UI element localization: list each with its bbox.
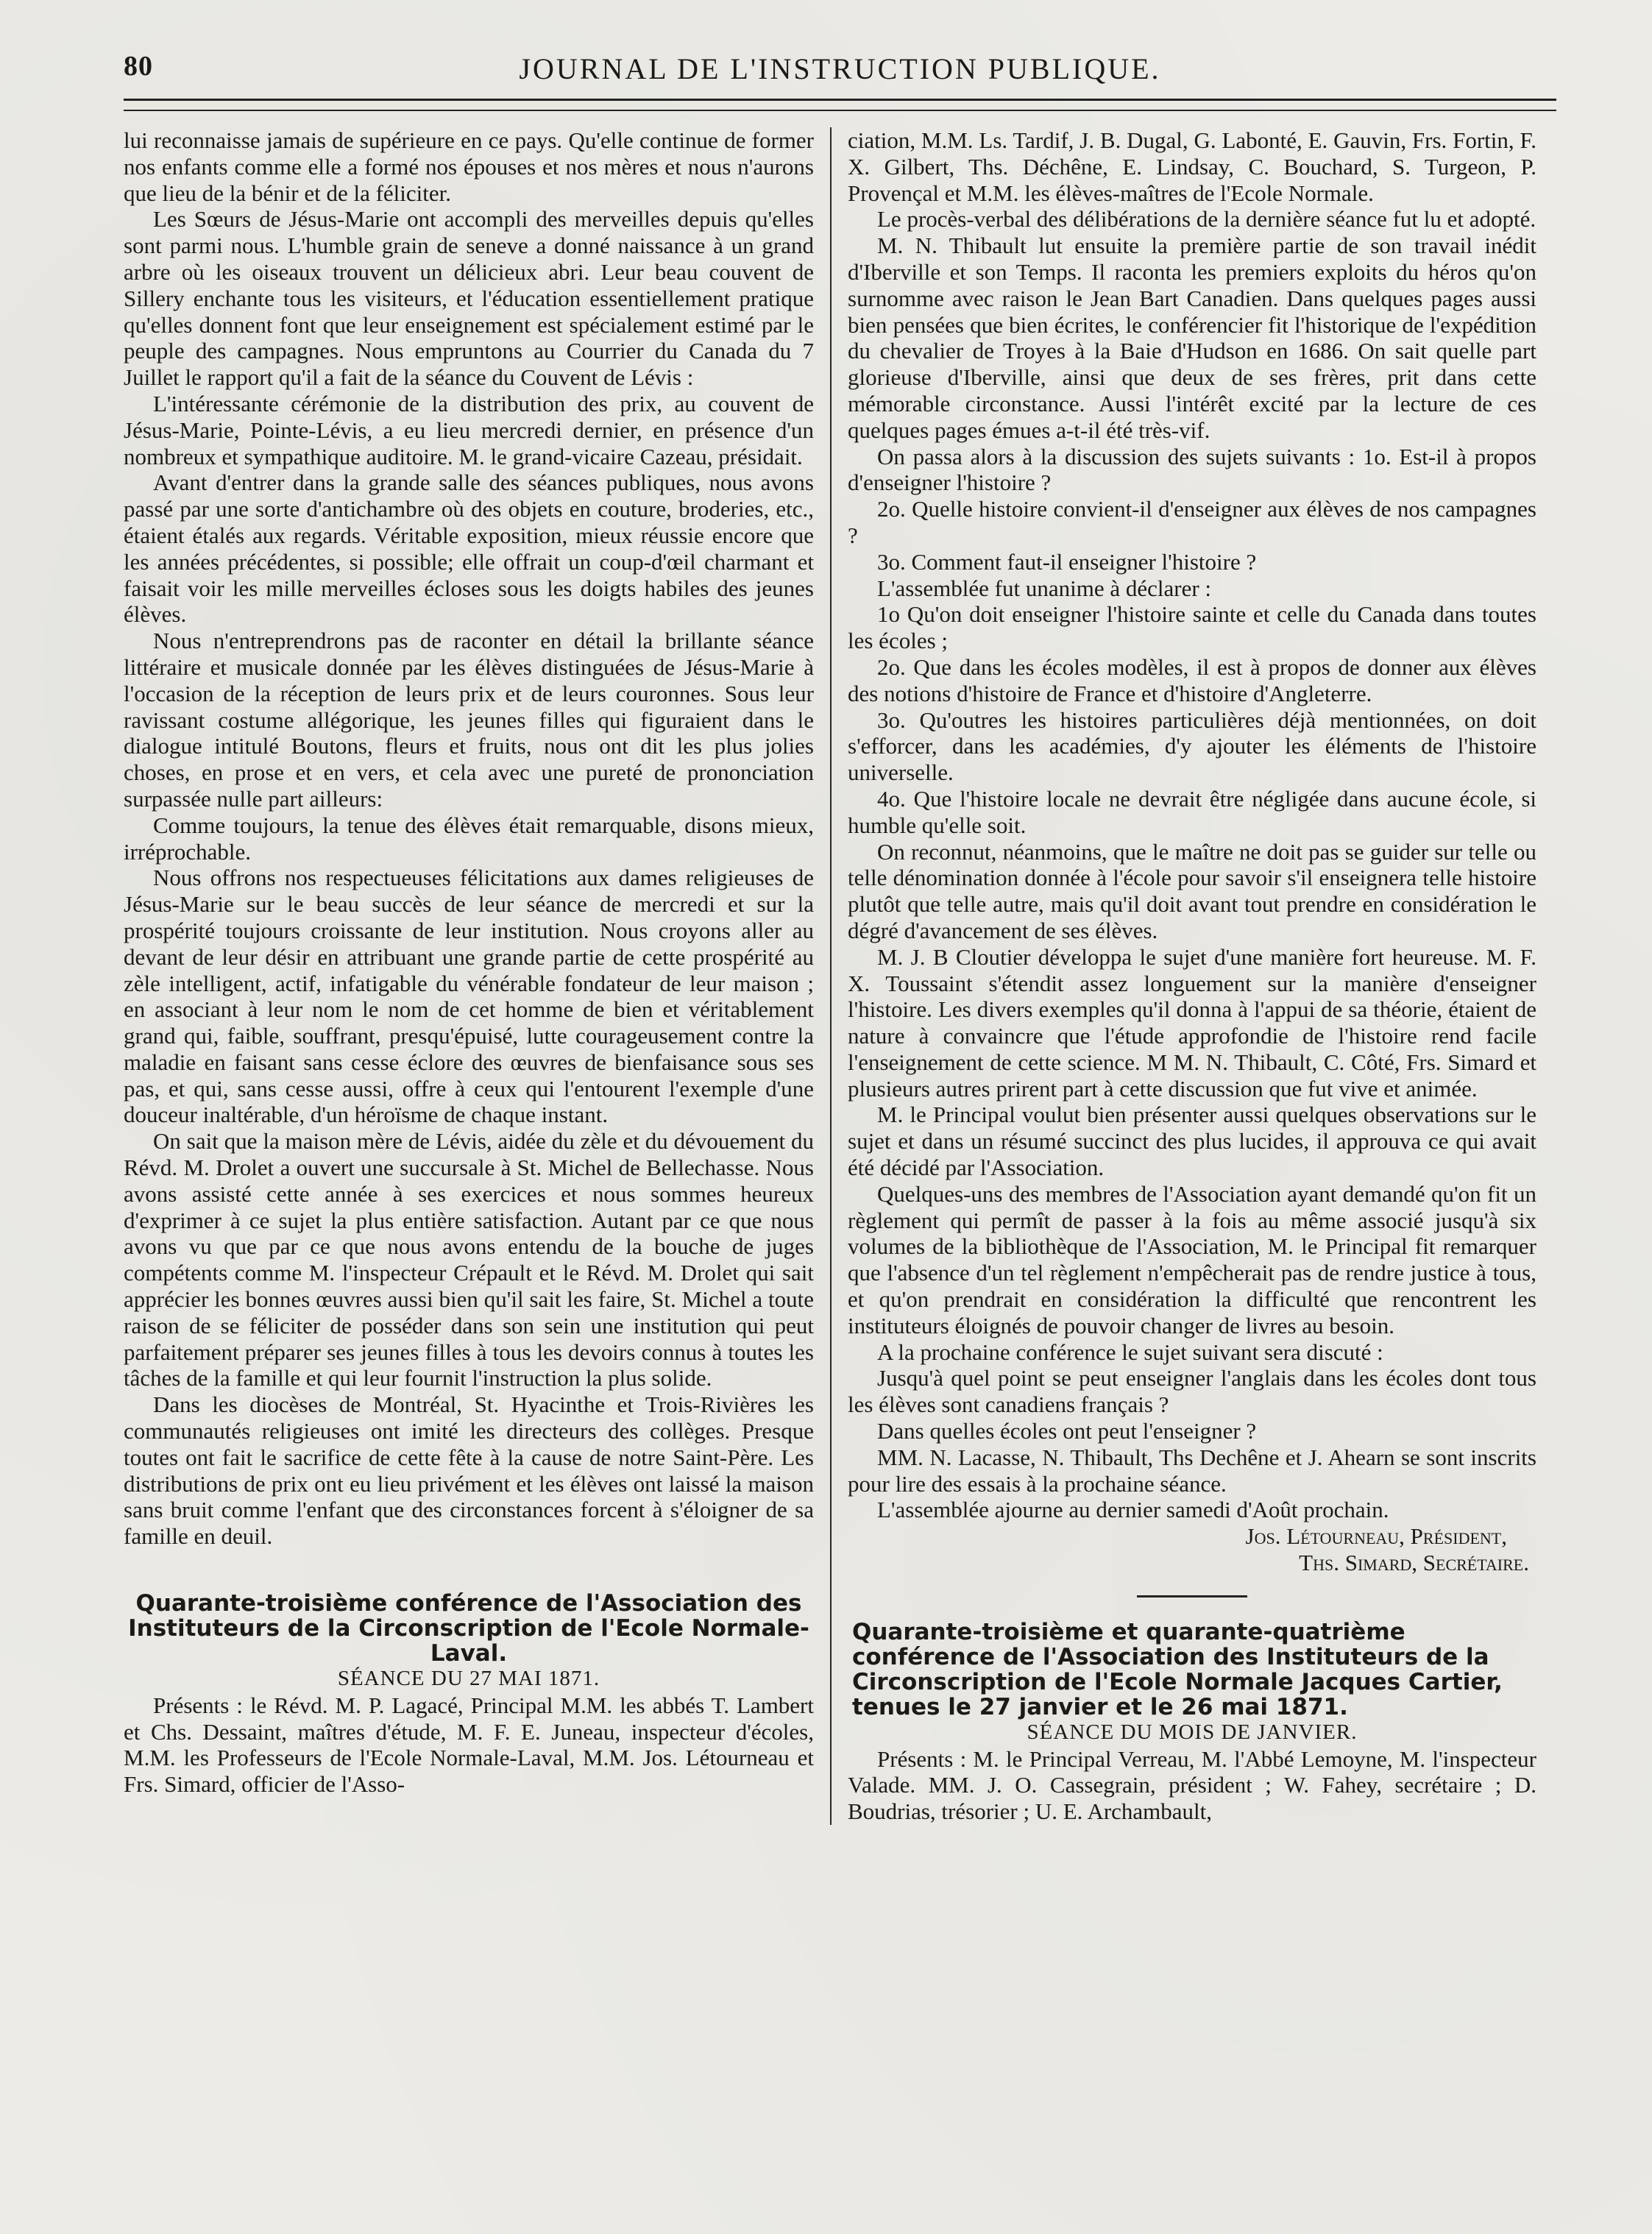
left-column — [124, 127, 830, 1825]
paragraph: Quelques-uns des membres de l'Association ayant demandé qu'on fit un règlement qui permît de passer à la fois au même associé jusqu'à six volumes de la bibliothèque de l'Association, M. le Principal fit remarquer que l'absence d'un tel règlement n'empêcherait pas de rendre justice à tous, et qu'on prendrait en considération la difficulté que rencontrent les instituteurs éloignés de pouvoir changer de livres au besoin. — [848, 1180, 1536, 1338]
paragraph: 2o. Quelle histoire convient-il d'enseigner aux élèves de nos campagnes ? — [848, 496, 1536, 548]
paragraph: A la prochaine conférence le sujet suivant sera discuté : — [877, 1338, 1383, 1365]
page-header — [124, 44, 1556, 96]
paragraph: Nous n'entreprendrons pas de raconter en détail la brillante séance littéraire et musicale donnée par les élèves distinguées de Jésus-Marie à l'occasion de la réception de leurs prix et de leurs couronnes. Sous leur ravissant costume allégorique, les jeunes filles qui figuraient dans le dialogue intitulé Boutons, fleurs et fruits, nous ont dit les plus jolies choses, en prose et en vers, et cela avec une pureté de prononciation surpassée nulle part ailleurs: — [124, 628, 814, 812]
paragraph: On passa alors à la discussion des sujets suivants : 1o. Est-il à propos d'enseigner l'histoire ? — [848, 443, 1536, 496]
paragraph: lui reconnaisse jamais de supérieure en ce pays. Qu'elle continue de former nos enfants comme elle a formé nos épouses et nos mères et nous n'aurons que lieu de la bénir et de la féliciter. — [124, 127, 814, 206]
signature-president: Jos. Létourneau, Président, — [1245, 1523, 1507, 1550]
paragraph: 4o. Que l'histoire locale ne devrait être négligée dans aucune école, si humble qu'elle soit. — [848, 785, 1536, 838]
section-title: Quarante-troisième et quarante-quatrième conférence de l'Association des Instituteurs de la Circonscription de l'Ecole Normale Jacques Cartier, tenues le 27 janvier et le 26 mai 1871. — [852, 1618, 1503, 1720]
paragraph: 2o. Que dans les écoles modèles, il est à propos de donner aux élèves des notions d'histoire de France et d'histoire d'Angleterre. — [848, 653, 1536, 706]
paragraph: Nous offrons nos respectueuses félicitations aux dames religieuses de Jésus-Marie sur le beau succès de leur séance de mercredi et sur la prospérité toujours croissante de leur institution. Nous croyons aller au devant de leur désir en attribuant une grande partie de cette prospérité au zèle intelligent, actif, infatigable du vénérable fondateur de leur maison ; en associant à leur nom le nom de cet homme de bien et véritablement grand qui, faible, souffrant, presqu'épuisé, lutte courageusement contre la maladie en faisant sans cesse éclore des œuvres de bienfaisance sous ses pas, et qui, sans cesse aussi, offre à ceux qui l'entourent l'exemple d'une douceur inaltérable, d'un héroïsme de chaque instant. — [124, 865, 814, 1128]
paragraph: M. N. Thibault lut ensuite la première partie de son travail inédit d'Iberville et son Temps. Il raconta les premiers exploits du héros qu'on surnomme avec raison le Jean Bart Canadien. Dans quelques pages aussi bien pensées que bien écrites, le conférencier fit l'historique de l'expédition du chevalier de Troyes à la Baie d'Hudson en 1686. On sait quelle part glorieuse d'Iberville, ainsi que deux de ses frères, prit dans cette mémorable circonstance. Aussi l'intérêt excité par la lecture de ces quelques pages émues a-t-il été très-vif. — [848, 233, 1536, 443]
paragraph: On sait que la maison mère de Lévis, aidée du zèle et du dévouement du Révd. M. Drolet a ouvert une succursale à St. Michel de Bellechasse. Nous avons assisté cette année à ses exercices et nous sommes heureux d'exprimer à ce sujet la plus entière satisfaction. Autant par ce que nous avons vu que par ce que nous avons entendu de la bouche de juges compétents comme M. l'inspecteur Crépault et le Révd. M. Drolet qui sait apprécier les bonnes œuvres aussi bien qu'il sait les faire, St. Michel a toute raison de se féliciter de posséder dans son sein une institution qui peut parfaitement préparer ses jeunes filles à tous les devoirs connus à toutes les tâches de la famille et qui leur fournit l'instruction la plus solide. — [124, 1128, 814, 1391]
paragraph: Avant d'entrer dans la grande salle des séances publiques, nous avons passé par une sorte d'antichambre où des objets en couture, broderies, etc., étaient étalés aux regards. Véritable exposition, mieux réussie encore que les années précédentes, si possible; elle offrait un coup-d'œil charmant et faisait voir les mille merveilles écloses sous les doigts habiles des jeunes élèves. — [124, 469, 814, 628]
paragraph: M. le Principal voulut bien présenter aussi quelques observations sur le sujet et dans un résumé succinct des plus lucides, il approuva ce qui avait été décidé par l'Association. — [848, 1102, 1536, 1181]
paragraph: Jusqu'à quel point se peut enseigner l'anglais dans les écoles dont tous les élèves sont canadiens français ? — [848, 1365, 1536, 1418]
page-number: 80 — [124, 51, 153, 82]
paragraph: Dans les diocèses de Montréal, St. Hyacinthe et Trois-Rivières les communautés religieuses ont imité les directeurs des collèges. Presque toutes ont fait le sacrifice de cette fête à la cause de notre Saint-Père. Les distributions de prix ont eu lieu privément et les élèves ont laissé la maison sans bruit comme l'enfant que des circonstances forcent à s'éloigner de sa famille en deuil. — [124, 1391, 814, 1550]
paragraph: Comme toujours, la tenue des élèves était remarquable, disons mieux, irréprochable. — [124, 812, 814, 865]
section-title: Quarante-troisième conférence de l'Association des Instituteurs de la Circonscription de l'Ecole Normale-Laval. — [128, 1590, 809, 1667]
paragraph: Le procès-verbal des délibérations de la dernière séance fut lu et adopté. — [877, 206, 1536, 233]
right-column — [830, 127, 1536, 1825]
journal-title: JOURNAL DE L'INSTRUCTION PUBLIQUE. — [519, 52, 1161, 85]
article-columns — [124, 127, 1556, 1825]
paragraph: L'assemblée ajourne au dernier samedi d'Août prochain. — [877, 1497, 1389, 1523]
paragraph: Présents : M. le Principal Verreau, M. l'Abbé Lemoyne, M. l'inspecteur Valade. MM. J. O. Cassegrain, président ; W. Fahey, secrétaire ; D. Boudrias, trésorier ; U. E. Archambault, — [848, 1745, 1536, 1825]
seance-heading: SÉANCE DU MOIS DE JANVIER. — [1027, 1720, 1358, 1744]
paragraph: L'intéressante cérémonie de la distribution des prix, au couvent de Jésus-Marie, Pointe-Lévis, a eu lieu mercredi dernier, en présence d'un nombreux et sympathique auditoire. M. le grand-vicaire Cazeau, présidait. — [124, 390, 814, 469]
signature-secretary: Ths. Simard, Secrétaire. — [1299, 1550, 1529, 1576]
paragraph: 1o Qu'on doit enseigner l'histoire sainte et celle du Canada dans toutes les écoles ; — [848, 601, 1536, 654]
paragraph: Les Sœurs de Jésus-Marie ont accompli des merveilles depuis qu'elles sont parmi nous. L'humble grain de seneve a donné naissance à un grand arbre où les oiseaux trouvent un délicieux abri. Leur beau couvent de Sillery enchante tous les visiteurs, et l'éducation essentiellement pratique qu'elles donnent font que leur enseignement est spécialement estimé par le peuple des campagnes. Nous empruntons au Courrier du Canada du 7 Juillet le rapport qu'il a fait de la séance du Couvent de Lévis : — [124, 206, 814, 391]
paragraph: MM. N. Lacasse, N. Thibault, Ths Dechêne et J. Ahearn se sont inscrits pour lire des essais à la prochaine séance. — [848, 1444, 1536, 1497]
paragraph: 3o. Comment faut-il enseigner l'histoire ? — [877, 548, 1257, 575]
paragraph: Présents : le Révd. M. P. Lagacé, Principal M.M. les abbés T. Lambert et Chs. Dessaint, maîtres d'étude, M. F. E. Juneau, inspecteur d'écoles, M.M. les Professeurs de l'Ecole Normale-Laval, M.M. Jos. Létourneau et Frs. Simard, officier de l'Asso- — [124, 1692, 814, 1798]
header-rule — [124, 99, 1556, 111]
section-divider — [1137, 1595, 1247, 1598]
paragraph: 3o. Qu'outres les histoires particulières déjà mentionnées, on doit s'efforcer, dans les académies, d'y ajouter les éléments de l'histoire universelle. — [848, 706, 1536, 786]
seance-heading: SÉANCE DU 27 MAI 1871. — [337, 1667, 600, 1691]
paragraph: M. J. B Cloutier développa le sujet d'une manière fort heureuse. M. F. X. Toussaint s'étendit assez longuement sur la manière d'enseigner l'histoire. Les divers exemples qu'il donna à l'appui de sa théorie, étaient de nature à convaincre que l'étude approfondie de l'histoire rend facile l'enseignement de cette science. M M. N. Thibault, C. Côté, Frs. Simard et plusieurs autres prirent part à cette discussion que fut vive et animée. — [848, 943, 1536, 1102]
paragraph: L'assemblée fut unanime à déclarer : — [877, 575, 1212, 601]
paragraph: Dans quelles écoles ont peut l'enseigner ? — [877, 1418, 1257, 1444]
paragraph: ciation, M.M. Ls. Tardif, J. B. Dugal, G. Labonté, E. Gauvin, Frs. Fortin, F. X. Gilbert, Ths. Déchêne, E. Lindsay, C. Bouchard, S. Turgeon, P. Provençal et M.M. les élèves-maîtres de l'Ecole Normale. — [848, 127, 1536, 206]
paragraph: On reconnut, néanmoins, que le maître ne doit pas se guider sur telle ou telle dénomination donnée à l'école pour savoir s'il enseignera telle histoire plutôt que telle autre, mais qu'il doit avant tout prendre en considération le dégré d'avancement de ses élèves. — [848, 838, 1536, 943]
